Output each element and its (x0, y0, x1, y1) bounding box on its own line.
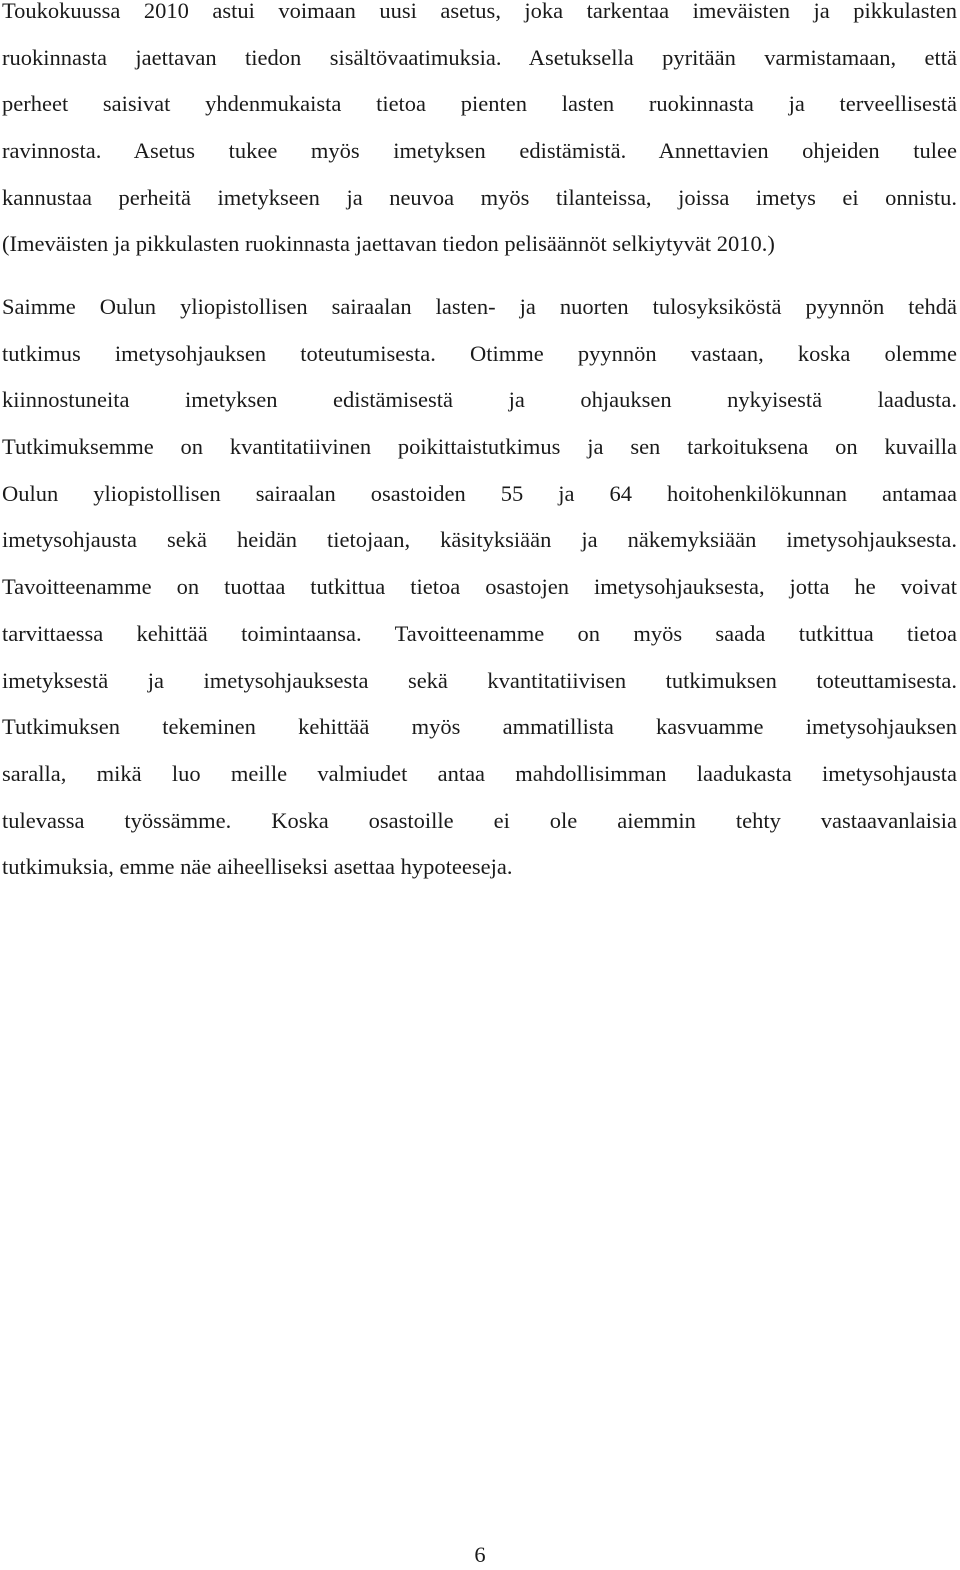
text-line: imetyksestä ja imetysohjauksesta sekä kvantitatiivisen tutkimuksen toteuttamisesta. (2, 667, 957, 693)
page-number: 6 (474, 1542, 486, 1567)
paragraph-regulation (2, 0, 957, 268)
text-line: Toukokuussa 2010 astui voimaan uusi asetus, joka tarkentaa imeväisten ja pikkulasten (2, 0, 957, 23)
text-line: ravinnosta. Asetus tukee myös imetyksen edistämistä. Annettavien ohjeiden tulee (2, 138, 957, 164)
text-line: tarvittaessa kehittää toimintaansa. Tavoitteenamme on myös saada tutkittua tietoa (2, 620, 957, 646)
paragraph-research-purpose (2, 284, 957, 891)
text-line: Oulun yliopistollisen sairaalan osastoiden 55 ja 64 hoitohenkilökunnan antamaa (2, 480, 957, 506)
text-line: tulevassa työssämme. Koska osastoille ei ole aiemmin tehty vastaavanlaisia (2, 807, 957, 833)
text-line: Saimme Oulun yliopistollisen sairaalan lasten- ja nuorten tulosyksiköstä pyynnön tehdä (2, 294, 957, 319)
text-line: Tutkimuksen tekeminen kehittää myös ammatillista kasvuamme imetysohjauksen (2, 714, 957, 740)
text-line: (Imeväisten ja pikkulasten ruokinnasta jaettavan tiedon pelisäännöt selkiytyvät 2010.) (2, 231, 775, 257)
text-line: kiinnostuneita imetyksen edistämisestä ja ohjauksen nykyisestä laadusta. (2, 387, 957, 413)
text-line: tutkimus imetysohjauksen toteutumisesta. Otimme pyynnön vastaan, koska olemme (2, 340, 957, 366)
text-line: imetysohjausta sekä heidän tietojaan, käsityksiään ja näkemyksiään imetysohjauksesta. (2, 527, 957, 553)
text-line: ruokinnasta jaettavan tiedon sisältövaatimuksia. Asetuksella pyritään varmistamaan, että (2, 44, 957, 70)
text-line: saralla, mikä luo meille valmiudet antaa mahdollisimman laadukasta imetysohjausta (2, 760, 957, 786)
text-line: Tutkimuksemme on kvantitatiivinen poikittaistutkimus ja sen tarkoituksena on kuvailla (2, 434, 957, 460)
text-line: perheet saisivat yhdenmukaista tietoa pienten lasten ruokinnasta ja terveellisestä (2, 91, 957, 117)
text-line: Tavoitteenamme on tuottaa tutkittua tietoa osastojen imetysohjauksesta, jotta he voivat (2, 574, 957, 600)
text-line: kannustaa perheitä imetykseen ja neuvoa myös tilanteissa, joissa imetys ei onnistu. (2, 184, 957, 210)
text-line: tutkimuksia, emme näe aiheelliseksi asettaa hypoteeseja. (2, 854, 513, 880)
